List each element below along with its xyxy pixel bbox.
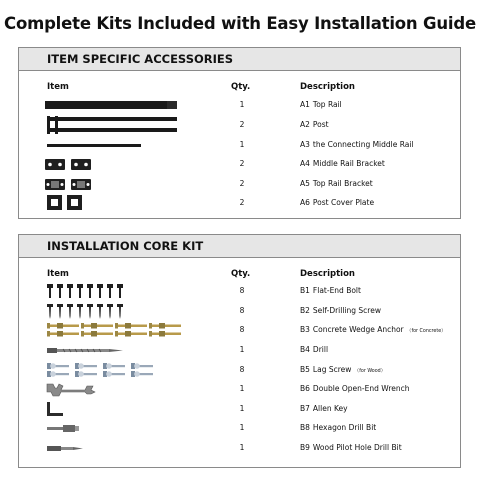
qty-value: 1 — [239, 443, 245, 452]
item-label: Double Open-End Wrench — [312, 384, 410, 393]
item-label: Drill — [312, 345, 329, 354]
qty-value: 8 — [239, 286, 245, 295]
col-desc-header: Description — [300, 82, 355, 92]
list-item — [19, 419, 460, 438]
top-rail-icon — [43, 96, 183, 115]
qty-value: 8 — [239, 325, 245, 334]
installation-core-kit-panel — [18, 234, 461, 468]
item-label: Middle Rail Bracket — [312, 159, 385, 168]
item-label: Self-Drilling Screw — [312, 306, 381, 315]
item-code: B1 — [300, 286, 310, 295]
hex-drill-bit-icon — [43, 419, 183, 438]
item-code: B5 — [300, 365, 310, 374]
list-item — [19, 136, 460, 155]
wedge-anchor-icon — [43, 321, 183, 340]
item-code: B9 — [300, 443, 310, 452]
qty-value: 2 — [239, 159, 245, 168]
item-specific-accessories-panel — [18, 47, 461, 219]
qty-value: 2 — [239, 179, 245, 188]
item-code: B3 — [300, 325, 310, 334]
item-note: （for Concrete） — [406, 329, 446, 334]
description — [300, 404, 348, 413]
qty-value: 1 — [239, 423, 245, 432]
description — [300, 159, 385, 168]
list-item — [19, 155, 460, 174]
middle-rail-bracket-icon — [43, 155, 183, 174]
item-code: B7 — [300, 404, 310, 413]
list-item — [19, 380, 460, 399]
item-code: A4 — [300, 159, 310, 168]
item-code: A6 — [300, 198, 310, 207]
qty-value: 1 — [239, 404, 245, 413]
item-code: A3 — [300, 140, 310, 149]
qty-value: 8 — [239, 365, 245, 374]
list-item — [19, 194, 460, 213]
description — [300, 423, 376, 432]
qty-value: 1 — [239, 100, 245, 109]
item-label: Wood Pilot Hole Drill Bit — [312, 443, 402, 452]
col-qty-header: Qty. — [231, 82, 251, 92]
qty-value: 8 — [239, 306, 245, 315]
col-item-header: Item — [47, 82, 69, 92]
list-item — [19, 321, 460, 340]
description — [300, 179, 373, 188]
description — [300, 198, 374, 207]
qty-value: 1 — [239, 140, 245, 149]
description — [300, 286, 361, 295]
item-label: Lag Screw — [312, 365, 352, 374]
section-heading: ITEM SPECIFIC ACCESSORIES — [19, 48, 460, 71]
description — [300, 365, 386, 374]
item-label: Allen Key — [312, 404, 348, 413]
item-label: Concrete Wedge Anchor — [312, 325, 404, 334]
item-label: Post Cover Plate — [312, 198, 375, 207]
item-label: Top Rail Bracket — [312, 179, 373, 188]
allen-key-icon — [43, 400, 183, 419]
screw-icon — [43, 302, 183, 321]
description — [300, 345, 328, 354]
description — [300, 325, 446, 334]
item-code: A1 — [300, 100, 310, 109]
item-label: Flat-End Bolt — [312, 286, 361, 295]
col-qty-header: Qty. — [231, 269, 251, 279]
description — [300, 100, 342, 109]
top-rail-bracket-icon — [43, 175, 183, 194]
item-label: Hexagon Drill Bit — [312, 423, 377, 432]
list-item — [19, 361, 460, 380]
description — [300, 140, 414, 149]
qty-value: 2 — [239, 198, 245, 207]
item-label: the Connecting Middle Rail — [312, 140, 414, 149]
lag-screw-icon — [43, 361, 183, 380]
wrench-icon — [43, 380, 183, 399]
list-item — [19, 175, 460, 194]
page-title: Complete Kits Included with Easy Installation Guide — [4, 14, 476, 33]
item-code: B4 — [300, 345, 310, 354]
description — [300, 443, 402, 452]
item-label: Top Rail — [312, 100, 342, 109]
section-heading: INSTALLATION CORE KIT — [19, 235, 460, 258]
post-icon — [43, 116, 183, 135]
list-item — [19, 96, 460, 115]
item-code: B6 — [300, 384, 310, 393]
col-item-header: Item — [47, 269, 69, 279]
item-code: A5 — [300, 179, 310, 188]
list-item — [19, 282, 460, 301]
post-cover-plate-icon — [43, 194, 183, 213]
description — [300, 384, 410, 393]
qty-value: 1 — [239, 345, 245, 354]
list-item — [19, 116, 460, 135]
item-code: B2 — [300, 306, 310, 315]
list-item — [19, 302, 460, 321]
middle-rail-icon — [43, 136, 183, 155]
col-desc-header: Description — [300, 269, 355, 279]
pilot-hole-drill-bit-icon — [43, 439, 183, 458]
item-label: Post — [312, 120, 329, 129]
description — [300, 306, 381, 315]
list-item — [19, 341, 460, 360]
item-note: （for Wood） — [354, 369, 386, 374]
description — [300, 120, 329, 129]
list-item — [19, 439, 460, 458]
qty-value: 2 — [239, 120, 245, 129]
item-code: B8 — [300, 423, 310, 432]
qty-value: 1 — [239, 384, 245, 393]
drill-icon — [43, 341, 183, 360]
bolt-icon — [43, 282, 183, 301]
item-code: A2 — [300, 120, 310, 129]
list-item — [19, 400, 460, 419]
